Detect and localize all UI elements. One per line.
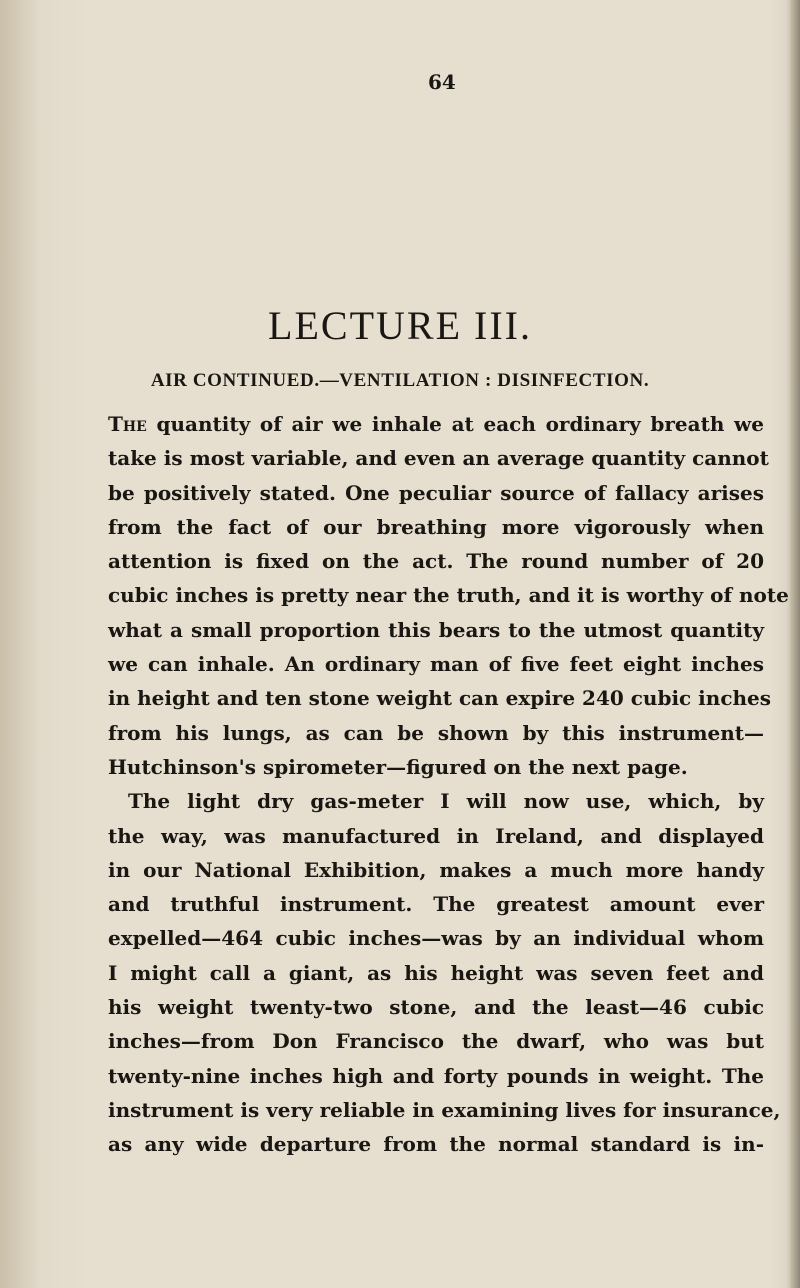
text-line: in our National Exhibition, makes a much more handy (108, 857, 764, 882)
text-line: cubic inches is pretty near the truth, and it is worthy of note (108, 583, 789, 608)
drop-word: The (108, 412, 147, 436)
text-line (108, 407, 764, 441)
lecture-title: LECTURE III. (268, 303, 532, 348)
text-line: his weight twenty-two stone, and the least—46 cubic (108, 995, 764, 1020)
text-line: inches—from Don Francisco the dwarf, who was but (108, 1029, 764, 1054)
page-number: 64 (428, 70, 456, 94)
text-line: I might call a giant, as his height was seven feet and (108, 960, 764, 985)
text-line: the way, was manufactured in Ireland, and displayed (108, 823, 764, 848)
page-edge (790, 0, 800, 1288)
text-line: instrument is very reliable in examining lives for insurance, (108, 1097, 781, 1122)
text-line: as any wide departure from the normal standard is in- (108, 1132, 764, 1157)
text-line-content: quantity of air we inhale at each ordinary breath we (146, 412, 764, 436)
text-line: from the fact of our breathing more vigorously when (108, 514, 764, 539)
text-line: and truthful instrument. The greatest amount ever (108, 892, 764, 917)
text-line: The light dry gas-meter I will now use, which, by (128, 789, 764, 814)
text-line: we can inhale. An ordinary man of five feet eight inches (108, 652, 764, 677)
text-line: Hutchinson's spirometer—figured on the next page. (108, 754, 688, 779)
text-line: from his lungs, as can be shown by this instrument— (108, 720, 764, 745)
text-line: take is most variable, and even an average quantity cannot (108, 446, 769, 471)
body-text (108, 407, 789, 1162)
text-line: in height and ten stone weight can expire 240 cubic inches (108, 686, 772, 711)
text-line: expelled—464 cubic inches—was by an individual whom (108, 926, 764, 951)
text-line: be positively stated. One peculiar source of fallacy arises (108, 480, 764, 505)
text-line: twenty-nine inches high and forty pounds in weight. The (108, 1063, 764, 1088)
chapter-subtitle: AIR CONTINUED.—VENTILATION : DISINFECTION. (150, 370, 650, 391)
text-line: attention is fixed on the act. The round number of 20 (108, 549, 764, 574)
text-line: what a small proportion this bears to the utmost quantity (108, 617, 764, 642)
